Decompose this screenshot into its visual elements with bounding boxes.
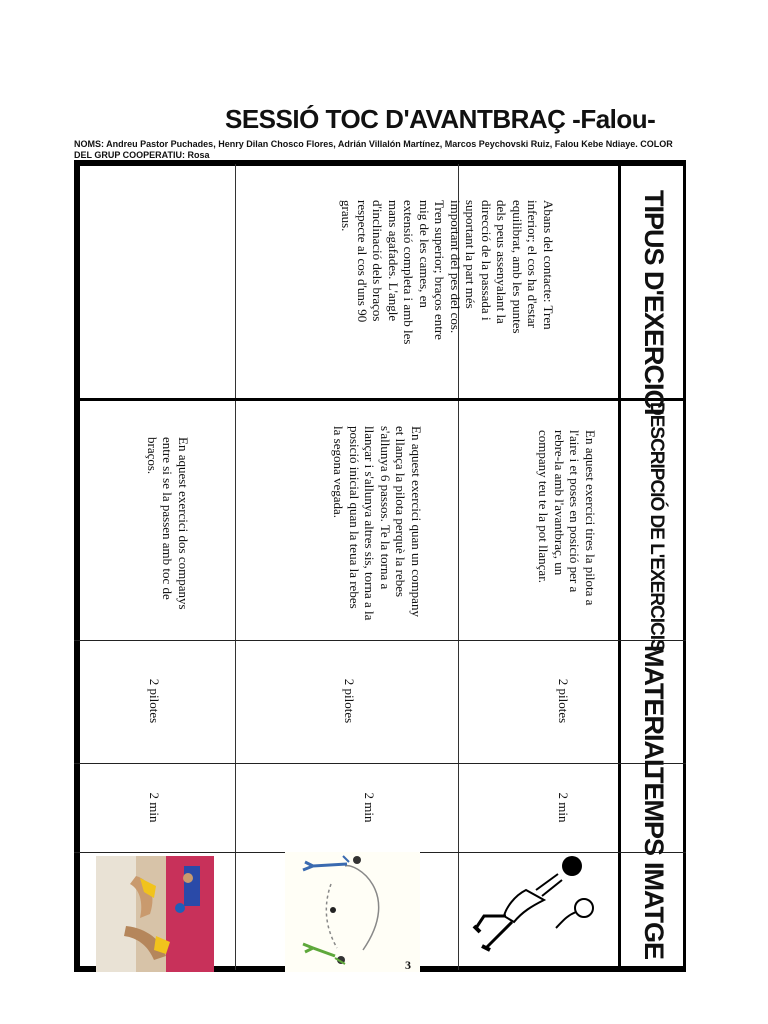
tipus-text: Abans del contacte: Tren inferior; el cos ha d'estar equilibrat, amb les puntes dels peus assenyalant la direcció de la passada i suportant la part més important del pes del cos. Tren superior; braços entre mig de les cames, en extensió completa i amb les mans agafades. L'angle d'inclinació dels braços respecte al cos d'uns 90 graus. <box>339 200 556 345</box>
descripcio-1: En aquest exercici tires la pilota a l'aire i et poses en posició per a rebre-la amb l'avantbraç, un company teu te la pot llançar. <box>536 430 598 606</box>
page-number: 3 <box>405 958 411 972</box>
group-names: NOMS: Andreu Pastor Puchades, Henry Dilan Chosco Flores, Adrián Villalón Martínez, Marcos Peychovski Ruiz, Falou Kebe Ndiaye. COLOR DEL GRUP COOPERATIU: Rosa <box>74 139 673 160</box>
page-title: SESSIÓ TOC D'AVANTBRAÇ -Falou- <box>225 104 656 134</box>
header-divider <box>618 164 621 970</box>
header-material: MATERIAL <box>639 645 669 775</box>
row-divider <box>235 164 236 970</box>
column-divider <box>74 640 686 641</box>
header-descripcio: DESCRIPCIÓ DE L'EXERCICIS <box>646 402 667 651</box>
descripcio-3: En aquest exercici dos companys entre si se la passen amb toc de braços. <box>145 437 191 610</box>
material-3: 2 pilotes <box>147 678 162 724</box>
passing-drill-illustration <box>285 852 420 972</box>
material-2: 2 pilotes <box>342 678 357 724</box>
header-tipus: TIPUS D'EXERCICI <box>639 190 669 415</box>
header-imatge: IMATGE <box>639 862 669 959</box>
column-divider <box>74 763 686 764</box>
descripcio-2: En aquest exercici quan un company et llança la pilota perquè la rebes s'allunya 6 passos. Te la torna a llançar i s'allunya altres sis, torna a la posició inicial quan la teua la rebes la segona vegada. <box>331 426 424 621</box>
header-temps: TEMPS <box>639 767 669 856</box>
temps-3: 2 min <box>147 792 162 823</box>
temps-1: 2 min <box>556 792 571 823</box>
material-1: 2 pilotes <box>556 678 571 724</box>
bump-pass-illustration <box>466 850 594 954</box>
column-divider <box>74 398 686 401</box>
beach-volleyball-photo <box>96 856 214 972</box>
temps-2: 2 min <box>362 792 377 823</box>
